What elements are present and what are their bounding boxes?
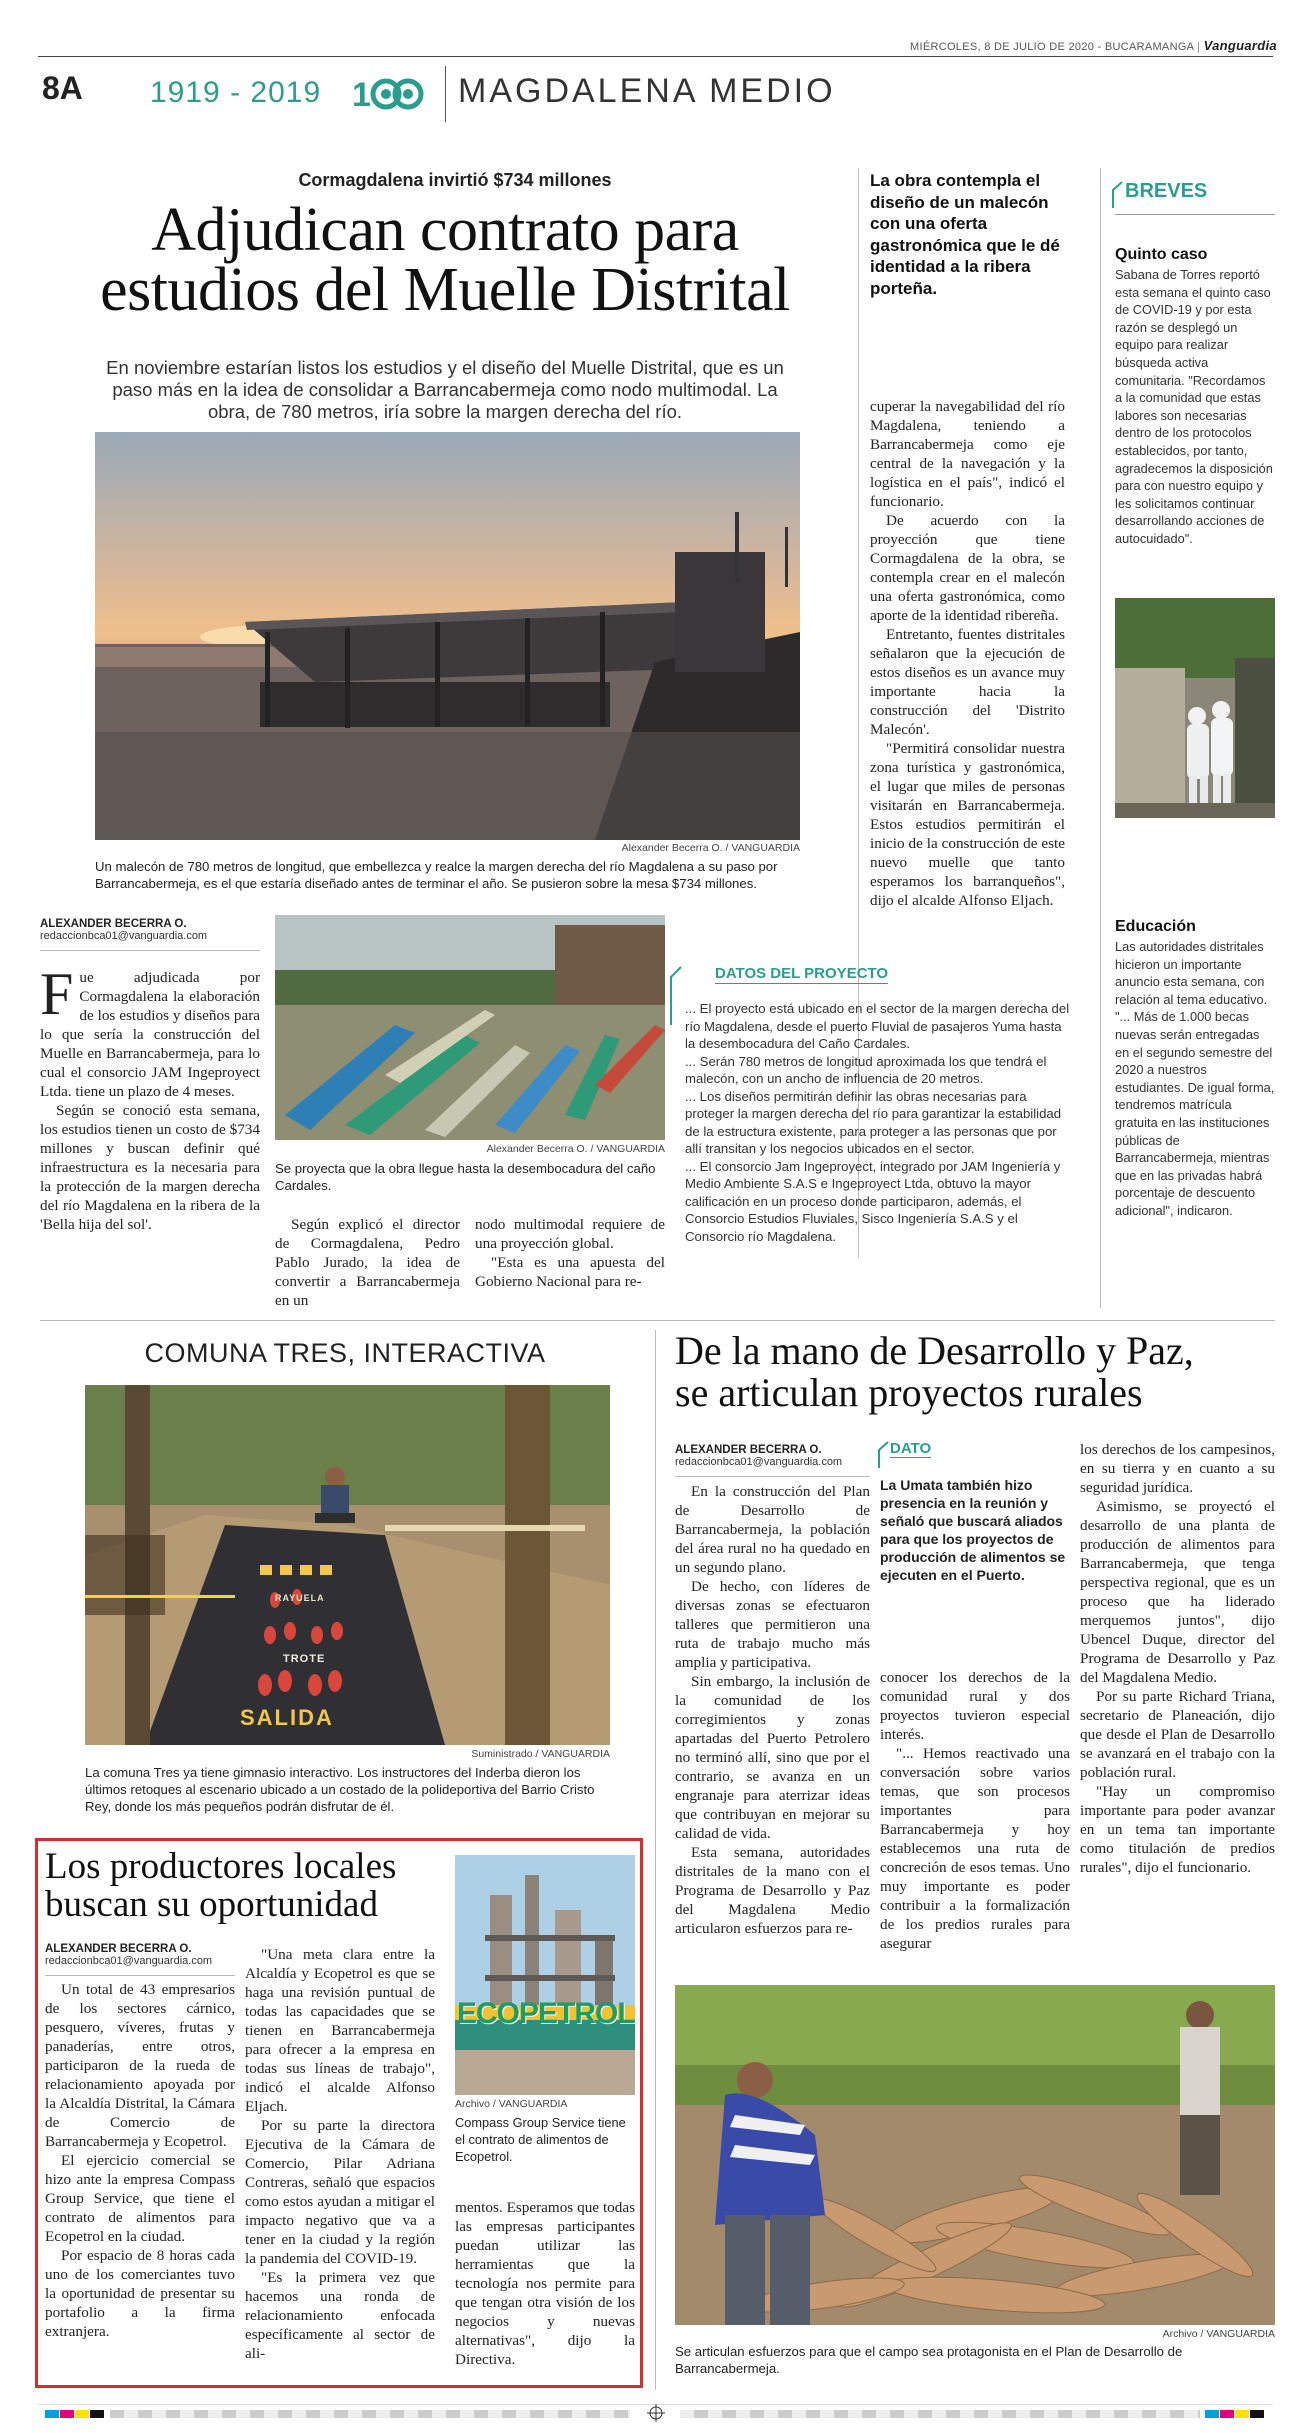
main-photo-credit: Alexander Becerra O. / VANGUARDIA xyxy=(621,842,800,854)
years-label: 1919 - 2019 xyxy=(150,76,322,109)
productores-headline xyxy=(45,1848,445,1924)
breves-title-rule xyxy=(1115,214,1275,215)
desarrollo-col3 xyxy=(1080,1440,1275,1877)
boats-photo-credit: Alexander Becerra O. / VANGUARDIA xyxy=(486,1143,665,1155)
main-col2: Según explicó el director de Cormagdalena, Pedro Pablo Jurado, la idea de convertir a Barrancabermeja en un xyxy=(275,1216,460,1309)
footer-bar-yellow xyxy=(75,2410,89,2418)
breves-photo xyxy=(1115,598,1275,818)
desarrollo-headline xyxy=(675,1330,1275,1414)
desarrollo-col1-para4: Esta semana, autoridades distritales de la mano con el Programa de Desarrollo y Paz del Magdalena Medio articularon esfuerzos para re- xyxy=(675,1844,870,1937)
breves-bracket-icon xyxy=(1110,180,1124,210)
main-col3-para2: "Esta es una apuesta del Gobierno Nacional para re- xyxy=(475,1254,665,1290)
pull-quote: La obra contempla el diseño de un malecón con una oferta gastronómica que le dé identidad a la ribera porteña. xyxy=(870,171,1060,298)
datos-item-4: ... El consorcio Jam Ingeproyect, integrado por JAM Ingeniería y Medio Ambiente S.A.S e Ingeproyect Ltda, obtuvo la mayor calificación en un proceso donde participaron, además, el Consorcio Estudios Fluviales, Sisco Ingeniería S.A.S y el Consorcio río Magdalena. xyxy=(685,1158,1061,1244)
footer-bar-cyan xyxy=(45,2410,59,2418)
desarrollo-col3-para4: "Hay un compromiso importante para poder avanzar en un tema tan importante como titulación de predios rurales", dijo el funcionario. xyxy=(1080,1783,1275,1876)
main-right-para1: cuperar la navegabilidad del río Magdalena, teniendo a Barrancabermeja como eje central de la navegación y la logística en el país", indicó el funcionario. xyxy=(870,398,1065,510)
productores-col2-para3: "Es la primera vez que hacemos una ronda de relacionamiento enfocada específicamente al sector de ali- xyxy=(245,2269,435,2362)
breves-title: BREVES xyxy=(1125,180,1208,202)
desarrollo-dato-text: La Umata también hizo presencia en la reunión y señaló que buscará aliados para que los proyectos de producción de alimentos se ejecuten en el Puerto. xyxy=(880,1477,1066,1583)
main-right-para2: De acuerdo con la proyección que tiene Cormagdalena de la obra, se contempla crear en el malecón una oferta gastronómica, como aporte de la identidad ribereña. xyxy=(870,512,1065,624)
desarrollo-headline-line1: De la mano de Desarrollo y Paz, xyxy=(675,1328,1194,1373)
comuna-floor-word-3: RAYUELA xyxy=(275,1593,325,1603)
comuna-photo-caption: La comuna Tres ya tiene gimnasio interactivo. Los instructores del Inderba dieron los últimos retoques al escenario ubicado a un costado de la polideportiva del Barrio Cristo Rey, donde los más pequeños podrán disfrutar de él. xyxy=(85,1765,595,1814)
breves-item1-text: Sabana de Torres reportó esta semana el quinto caso de COVID-19 y por esta razón se desplegó un equipo para realizar búsqueda activa comunitaria. "Recordamos a la comunidad que estas labores son necesarias dentro de los protocolos establecidos, por tanto, agradecemos la disposición para con nuestro equipo y les solicitamos continuar desarrollando acciones de autocuidado". xyxy=(1115,267,1273,546)
productores-byline-rule xyxy=(45,1975,235,1976)
svg-text:1: 1 xyxy=(352,76,371,114)
desarrollo-dato-box xyxy=(880,1440,1070,1584)
comuna-floor-word-1: SALIDA xyxy=(240,1705,334,1730)
dato-bracket-icon xyxy=(876,1440,890,1470)
main-headline-line1: Adjudican contrato para xyxy=(151,196,739,264)
footer-bar-black-2 xyxy=(1250,2410,1264,2418)
desarrollo-byline-name: ALEXANDER BECERRA O. xyxy=(675,1444,822,1456)
date-line: MIÉRCOLES, 8 DE JULIO DE 2020 - BUCARAMANGA | Vanguardia xyxy=(910,38,1277,53)
main-right-col xyxy=(870,397,1065,910)
productores-col1-para3: Por espacio de 8 horas cada uno de los comerciantes tuvo la oportunidad de presentar su portafolio a la firma extranjera. xyxy=(45,2247,235,2340)
productores-col2 xyxy=(245,1945,435,2363)
comuna-title: COMUNA TRES, INTERACTIVA xyxy=(144,1338,546,1368)
main-col1 xyxy=(40,961,260,1234)
productores-col1-para1: Un total de 43 empresarios de los sectores cárnico, pesquero, víveres, frutas y panaderías, entre otros, participaron de la rueda de relacionamiento apoyada por la Alcaldía Distrital, la Cámara de Comercio de Barrancabermeja y Ecopetrol. xyxy=(45,1981,235,2150)
main-col1-para1-text: ue adjudicada por Cormagdalena la elaboración de los estudios y diseños para lo que sería la construcción del Muelle en Barrancabermeja, para lo cual el consorcio JAM Ingeproyect Ltda. tiene un plazo de 4 meses. xyxy=(40,969,260,1100)
breves-column xyxy=(1115,180,1275,1218)
desarrollo-col3-para2: Asimismo, se proyectó el desarrollo de una planta de producción de alimentos para Barrancabermeja, que tenga perspectiva regional, que es un proceso que ha liderado merquemos juntos", dijo Ubencel Duque, director del Programa de Desarrollo y Paz del Magdalena Medio. xyxy=(1080,1498,1275,1686)
datos-item-1: ... El proyecto está ubicado en el sector de la margen derecha del río Magdalena, desde el puerto Fluvial de pasajeros Yuma hasta la desembocadura del Caño Cardales. xyxy=(685,1001,1070,1051)
productores-col2-para1: "Una meta clara entre la Alcaldía y Ecopetrol es que se haga una revisión puntual de todas las capacidades que se tienen en Barrancabermeja para ofrecer a la empresa en todas sus líneas de trabajo", indicó el alcalde Alfonso Eljach. xyxy=(245,1946,435,2115)
productores-col1 xyxy=(45,1980,235,2341)
header-divider xyxy=(445,66,446,122)
main-deck: En noviembre estarían listos los estudios y el diseño del Muelle Distrital, que es un paso más en la idea de consolidar a Barrancabermeja como nodo multimodal. La obra, de 780 metros, iría sobre la margen derecha del río. xyxy=(106,357,784,422)
main-col1-para1 xyxy=(40,961,260,1101)
main-headline xyxy=(60,196,830,324)
main-headline-line2: estudios del Muelle Distrital xyxy=(100,256,790,324)
registration-mark-icon xyxy=(647,2404,665,2422)
date-text: MIÉRCOLES, 8 DE JULIO DE 2020 - BUCARAMANGA xyxy=(910,41,1194,53)
comuna-right-rule xyxy=(655,1330,656,2390)
datos-title: DATOS DEL PROYECTO xyxy=(715,965,889,982)
main-right-para4: "Permitirá consolidar nuestra zona turística y gastronómica, el lugar que miles de personas visitarán en Barrancabermeja. Estos estudios permitirán el inicio de la construcción de este nuevo muelle que tanto esperamos los barranqueños", dijo el alcalde Alfonso Eljach. xyxy=(870,740,1065,909)
desarrollo-col1-para3: Sin embargo, la inclusión de la comunidad de los corregimientos y zonas apartadas del Puerto Petrolero no terminó allí, sino que por el contrario, se avanza en un engranaje para aterrizar ideas que contribuyan en mejorar su calidad de vida. xyxy=(675,1673,870,1842)
section-title: MAGDALENA MEDIO xyxy=(458,72,836,110)
boats-photo-caption: Se proyecta que la obra llegue hasta la desembocadura del caño Cardales. xyxy=(275,1161,656,1193)
productores-byline-name: ALEXANDER BECERRA O. xyxy=(45,1943,192,1955)
desarrollo-headline-line2: se articulan proyectos rurales xyxy=(675,1370,1143,1415)
datos-item-2: ... Serán 780 metros de longitud aproximada los que tendrá el malecón, con un ancho de influencia de 20 metros. xyxy=(685,1053,1047,1086)
desarrollo-byline xyxy=(675,1444,870,1468)
main-byline xyxy=(40,918,260,942)
main-byline-email: redaccionbca01@vanguardia.com xyxy=(40,930,208,942)
breves-rule xyxy=(1100,168,1101,1308)
productores-col3: mentos. Esperamos que todas las empresas participantes puedan utilizar las herramientas que la tecnología nos permite para que tengan otra visión de los negocios y nuevas alternativas", dijo la Directiva. xyxy=(455,2199,635,2368)
datos-item-3: ... Los diseños permitirán definir las obras necesarias para proteger la margen derecha del río para garantizar la estabilidad de la estructura existente, para proteger a las personas que por allí transitan y los negocios ubicados en el sector. xyxy=(685,1088,1062,1156)
anniversary-logo xyxy=(350,68,430,118)
desarrollo-photo xyxy=(675,1985,1275,2325)
desarrollo-col2 xyxy=(880,1668,1070,1953)
breves-item2-text: Las autoridades distritales hicieron un importante anuncio esta semana, con relación al tema educativo. "... Más de 1.000 becas nuevas serán entregadas en el segundo semestre del 2020 a nuestros estudiantes. De igual forma, tendremos matrícula gratuita en las instituciones públicas de Barrancabermeja, mientras que en las privadas habrá porcentaje de descuento adicional", indicaron. xyxy=(1115,939,1275,1218)
desarrollo-col2-para1: conocer los derechos de la comunidad rural y dos proyectos tuvieron especial interés. xyxy=(880,1669,1070,1743)
footer-bar-grey-2 xyxy=(680,2410,1200,2418)
productores-photo-caption: Compass Group Service tiene el contrato de alimentos de Ecopetrol. xyxy=(455,2115,626,2164)
main-col3-para1: nodo multimodal requiere de una proyección global. xyxy=(475,1216,665,1252)
footer-bar-yellow-2 xyxy=(1235,2410,1249,2418)
page-number: 8A xyxy=(42,70,83,106)
drop-cap: F xyxy=(40,961,74,1027)
comuna-photo-credit: Suministrado / VANGUARDIA xyxy=(471,1748,610,1760)
desarrollo-col2-para2: "... Hemos reactivado una conversación sobre varios temas, que son procesos importantes para Barrancabermeja y hoy establecemos una ruta de concreción de esos temas. Uno muy importante es poder contribuir a la formalización de los predios rurales para asegurar xyxy=(880,1745,1070,1952)
productores-photo-sign: ECOPETROL xyxy=(457,1997,635,2030)
desarrollo-col3-para3: Por su parte Richard Triana, secretario de Planeación, dijo que desde el Plan de Desarrollo se avanzará en el trabajo con la población rural. xyxy=(1080,1688,1275,1781)
main-byline-rule xyxy=(40,950,260,951)
datos-bracket-icon xyxy=(667,965,687,1035)
desarrollo-dato-title: DATO xyxy=(890,1440,932,1457)
productores-byline-email: redaccionbca01@vanguardia.com xyxy=(45,1955,213,1967)
desarrollo-col1-para2: De hecho, con líderes de diversas zonas se efectuaron talleres que permitieron una ruta de trabajo mucho más amplia y participativa. xyxy=(675,1578,870,1671)
footer-bar-magenta xyxy=(60,2410,74,2418)
comuna-floor-word-2: TROTE xyxy=(283,1653,326,1665)
footer-bar-black xyxy=(90,2410,104,2418)
desarrollo-byline-email: redaccionbca01@vanguardia.com xyxy=(675,1456,843,1468)
main-kicker: Cormagdalena invirtió $734 millones xyxy=(298,170,612,190)
productores-col1-para2: El ejercicio comercial se hizo ante la empresa Compass Group Service, que tiene el contrato de alimentos para Ecopetrol en la ciudad. xyxy=(45,2152,235,2245)
main-col3 xyxy=(475,1215,665,1291)
breves-item2-title: Educación xyxy=(1115,918,1196,935)
brand-name: Vanguardia xyxy=(1203,38,1277,53)
productores-headline-line1: Los productores locales xyxy=(45,1846,397,1887)
productores-col2-para2: Por su parte la directora Ejecutiva de la Cámara de Comercio, Pilar Adriana Contreras, señaló que espacios como estos ayudan a mitigar el impacto negativo que va a tener en la ciudad y la región la pandemia del COVID-19. xyxy=(245,2117,435,2267)
desarrollo-photo-caption: Se articulan esfuerzos para que el campo sea protagonista en el Plan de Desarrollo de Barrancabermeja. xyxy=(675,2344,1183,2376)
productores-headline-line2: buscan su oportunidad xyxy=(45,1884,378,1925)
main-right-para3: Entretanto, fuentes distritales señalaron que la ejecución de estos diseños es un avance muy importante hacia la construcción del 'Distrito Malecón'. xyxy=(870,626,1065,738)
desarrollo-col1-para1: En la construcción del Plan de Desarrollo de Barrancabermeja, la población del área rural no ha quedado en un segundo plano. xyxy=(675,1483,870,1576)
main-photo xyxy=(95,432,800,840)
main-byline-name: ALEXANDER BECERRA O. xyxy=(40,918,187,930)
breves-item1-title: Quinto caso xyxy=(1115,246,1208,263)
header-top-rule xyxy=(38,56,1273,57)
footer-bar-grey xyxy=(110,2410,630,2418)
footer-bar-magenta-2 xyxy=(1220,2410,1234,2418)
desarrollo-photo-credit: Archivo / VANGUARDIA xyxy=(1162,2328,1275,2340)
desarrollo-col1 xyxy=(675,1482,870,1938)
comuna-photo xyxy=(85,1385,610,1745)
main-col1-para2: Según se conoció esta semana, los estudios tienen un costo de $734 millones y buscan definir qué infraestructura es la necesaria para la protección de la margen derecha del río Magdalena en la ribera de la 'Bella hija del sol'. xyxy=(40,1102,260,1233)
desarrollo-col3-para1: los derechos de los campesinos, en su tierra y en cuanto a su seguridad jurídica. xyxy=(1080,1441,1275,1496)
productores-photo xyxy=(455,1855,635,2095)
productores-photo-credit: Archivo / VANGUARDIA xyxy=(455,2098,568,2110)
desarrollo-byline-rule xyxy=(675,1476,870,1477)
mid-section-rule xyxy=(40,1320,1275,1321)
productores-byline xyxy=(45,1943,235,1967)
main-photo-caption: Un malecón de 780 metros de longitud, que embellezca y realce la margen derecha del río Magdalena a su paso por Barrancabermeja, es el que estaría diseñado antes de terminar el año. Se pusieron sobre la mesa $734 millones. xyxy=(95,859,778,891)
footer-bar-cyan-2 xyxy=(1205,2410,1219,2418)
datos-box xyxy=(685,965,1070,1245)
anniversary-logo-icon xyxy=(350,68,430,118)
boats-photo xyxy=(275,915,665,1140)
